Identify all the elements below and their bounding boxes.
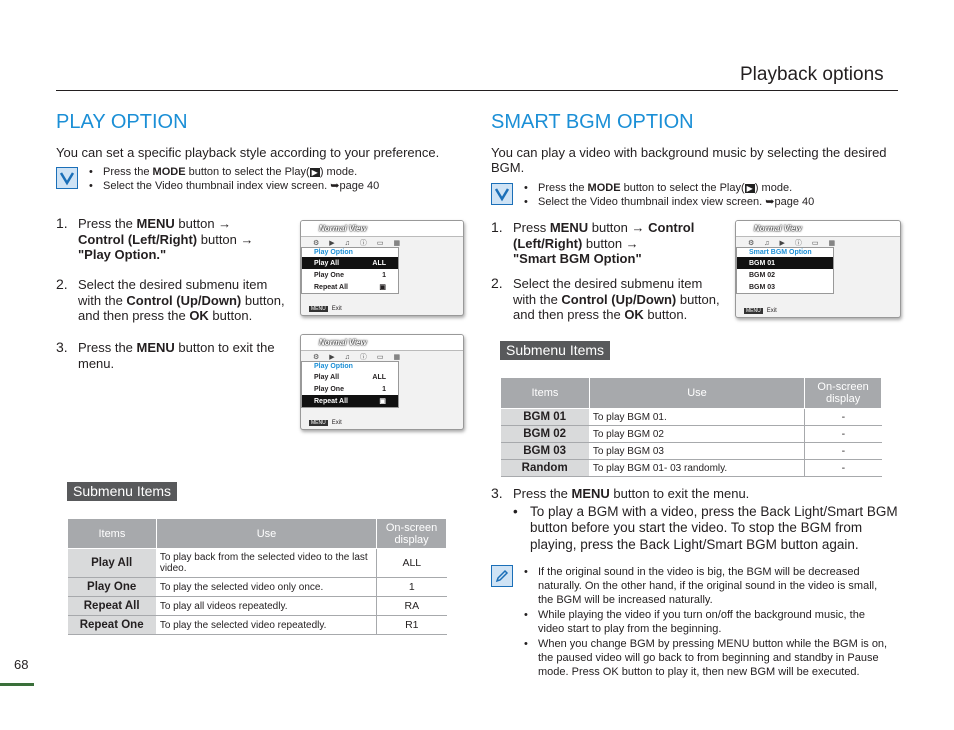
play-option-notes <box>87 166 467 194</box>
table-row: Play All To play back from the selected video to the last video. ALL <box>68 549 447 578</box>
table-row: BGM 02 To play BGM 02 - <box>501 426 882 443</box>
memo-item: • If the original sound in the video is big, the BGM will be decreased naturally. On the other hand, if the original sound in the video is small, the BGM will be increased naturally. <box>522 565 894 607</box>
header-rule <box>56 90 898 91</box>
table-row: Play One To play the selected video only once. 1 <box>68 578 447 597</box>
page-number-bar <box>0 683 34 686</box>
play-option-menu: Play Option Play All ALL Play One 1 Repeat All ▣ <box>301 247 399 294</box>
smart-bgm-menu: Smart BGM Option BGM 01 BGM 02 BGM 03 <box>736 247 834 294</box>
repeat-all-icon: RA <box>377 597 447 616</box>
note-item: • Select the Video thumbnail index view screen. ➥page 40 <box>522 196 892 209</box>
smart-bgm-intro: You can play a video with background music by selecting the desired BGM. <box>491 145 887 175</box>
play-option-intro: You can set a specific playback style according to your preference. <box>56 145 440 160</box>
note-item: • Press the MODE button to select the Play( ▶ ) mode. <box>522 182 892 195</box>
play-one-icon: 1 <box>377 578 447 597</box>
page-header-title: Playback options <box>740 64 884 85</box>
play-all-icon: ALL <box>377 549 447 578</box>
table-row: Repeat One To play the selected video repeatedly. R1 <box>68 616 447 635</box>
play-option-menu: Play Option Play All ALL Play One 1 Repeat All ▣ <box>301 361 399 408</box>
memo-pencil-icon <box>491 565 513 587</box>
note-item: • Press the MODE button to select the Play( ▶ ) mode. <box>87 166 467 179</box>
page-number: 68 <box>14 657 29 672</box>
bgm-step-3-bullet: • To play a BGM with a video, press the Back Light/Smart BGM button before you start the video. To stop the BGM from playing, press the Back Light/Smart BGM button again. <box>513 503 898 552</box>
memo-notes <box>522 565 894 680</box>
table-row: BGM 01 To play BGM 01. - <box>501 409 882 426</box>
bgm-step-1: 1. Press MENU button → Control (Left/Right) button → "Smart BGM Option" <box>491 219 695 266</box>
check-note-icon <box>491 183 513 205</box>
submenu-items-label: Submenu Items <box>500 341 610 360</box>
smart-bgm-table: Items Use On-screen display BGM 01 To play BGM 01. - BGM 02 To play BGM 02 - BGM 03 To play BGM 03 - Random To play BGM 01- 03 randomly. - <box>500 377 882 477</box>
check-note-icon <box>56 167 78 189</box>
memo-item: • While playing the video if you turn on/off the background music, the video start to play from the beginning. <box>522 608 894 636</box>
step-3: 3. Press the MENU button to exit the menu. <box>56 339 275 371</box>
repeat-one-icon: R1 <box>377 616 447 635</box>
step-1: 1. Press the MENU button → Control (Left/Right) button → "Play Option." <box>56 215 254 262</box>
memo-item: • When you change BGM by pressing MENU button while the BGM is on, the paused video will go back to from beginning and standby in Pause mode. Press OK button to play it, then new BGM will be executed. <box>522 637 894 679</box>
note-item: • Select the Video thumbnail index view screen. ➥page 40 <box>87 180 467 193</box>
table-row: Random To play BGM 01- 03 randomly. - <box>501 460 882 477</box>
table-row: BGM 03 To play BGM 03 - <box>501 443 882 460</box>
smart-bgm-title: SMART BGM OPTION <box>491 111 694 133</box>
play-option-title: PLAY OPTION <box>56 111 188 133</box>
camera-screen-bgm: Normal View ⚙ ♫ ▶ ⓘ ▭ ▦ Smart BGM Option BGM 01 BGM 02 BGM 03 MENU Exit <box>735 220 901 318</box>
table-row: Repeat All To play all videos repeatedly. RA <box>68 597 447 616</box>
bgm-step-3: 3. Press the MENU button to exit the menu. • To play a BGM with a video, press the Back Light/Smart BGM button before you start the video. To stop the BGM from playing, press the Back Light/Smart BGM button again. <box>491 486 901 553</box>
camera-screen-1: Normal View ⚙ ▶ ♫ ⓘ ▭ ▦ Play Option Play All ALL Play One 1 Repeat All ▣ MENU Exit <box>300 220 464 316</box>
bgm-step-2: 2. Select the desired submenu item with the Control (Up/Down) button, and then press the OK button. <box>491 275 720 322</box>
camera-screen-2: Normal View ⚙ ▶ ♫ ⓘ ▭ ▦ Play Option Play All ALL Play One 1 Repeat All ▣ MENU Exit <box>300 334 464 430</box>
submenu-items-label: Submenu Items <box>67 482 177 501</box>
step-2: 2. Select the desired submenu item with the Control (Up/Down) button, and then press the OK button. <box>56 276 285 323</box>
play-option-table: Items Use On-screen display Play All To play back from the selected video to the last video. ALL Play One To play the selected video only once. 1 Repeat All To play all videos repeatedly. RA Repeat One To play the selected video repeatedly. R1 <box>67 518 447 635</box>
smart-bgm-notes <box>522 182 892 210</box>
menu-tab-icons: ⚙ ▶ ♫ ⓘ ▭ ▦ <box>313 239 401 247</box>
